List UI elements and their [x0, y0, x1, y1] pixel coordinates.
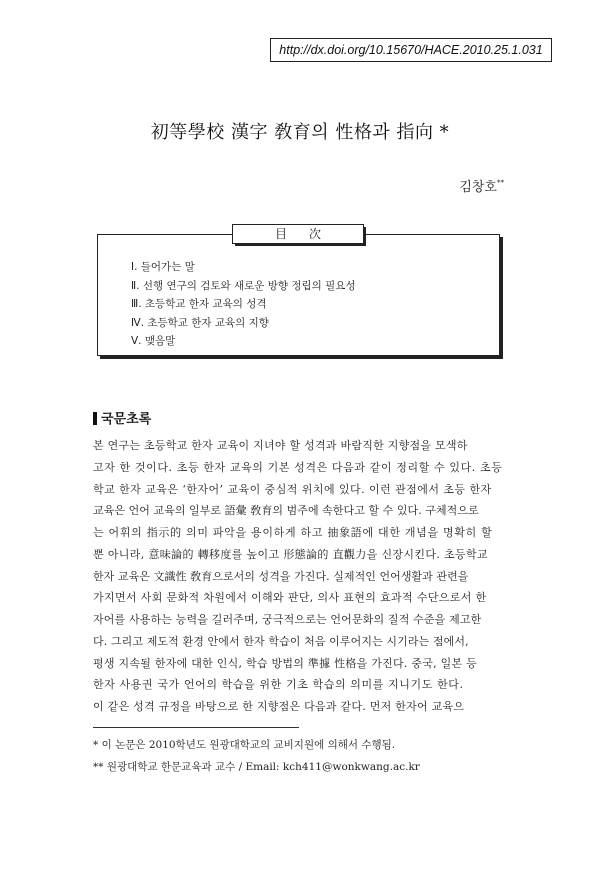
toc-item: Ⅰ. 들어가는 말	[131, 261, 195, 273]
abstract-line: 다. 그리고 제도적 환경 안에서 한자 학습이 처음 이루어지는 시기라는 점에서,	[93, 634, 469, 648]
author-name: 김창호	[459, 180, 497, 195]
abstract-line: 본 연구는 초등학교 한자 교육이 지녀야 할 성격과 바람직한 지향점을 모색하	[93, 439, 468, 452]
toc-item: Ⅲ. 초등학교 한자 교육의 성격	[131, 298, 267, 310]
toc-shadow-right	[500, 237, 503, 359]
paper-title: 初等學校 漢字 敎育의 性格과 指向 *	[150, 122, 450, 143]
toc-list	[131, 258, 356, 351]
abstract-line: 고자 한 것이다. 초등 한자 교육의 기본 성격은 다음과 같이 정리할 수 있다. 초등	[93, 460, 503, 474]
footnote-funding: * 이 논문은 2010학년도 원광대학교의 교비지원에 의해서 수행됨.	[93, 739, 396, 751]
footnote-author-affiliation: ** 원광대학교 한문교육과 교수 / Email: kch411@wonkwang.ac.kr	[93, 761, 420, 773]
toc-heading: 目次	[232, 224, 364, 244]
abstract-line: 한자 사용권 국가 언어의 학습을 위한 기초 학습의 의미를 지니기도 한다.	[93, 678, 464, 692]
abstract-heading	[93, 408, 151, 427]
abstract-line: 교육은 언어 교육의 일부로 語彙 敎育의 범주에 속한다고 할 수 있다. 구체적으로	[93, 504, 479, 518]
doi-link[interactable]: http://dx.doi.org/10.15670/HACE.2010.25.1.031	[270, 38, 552, 62]
abstract-line: 한자 교육은 文識性 敎育으로서의 성격을 가진다. 실제적인 언어생활과 관련을	[93, 569, 469, 583]
abstract-line: 뿐 아니라, 意味論的 轉移度를 높이고 形態論的 直觀力을 신장시킨다. 초등학교	[93, 547, 488, 561]
toc-item: Ⅱ. 선행 연구의 검토와 새로운 방향 정립의 필요성	[131, 279, 356, 292]
toc-shadow-bottom	[100, 356, 503, 359]
abstract-line: 가지면서 사회 문화적 차원에서 이해와 판단, 의사 표현의 효과적 수단으로서 한	[93, 591, 487, 605]
footnote-divider	[93, 727, 299, 728]
toc-item: Ⅴ. 맺음말	[131, 335, 176, 347]
footnotes	[93, 734, 420, 778]
abstract-heading-text: 국문초록	[101, 412, 152, 427]
toc-item: Ⅳ. 초등학교 한자 교육의 지향	[131, 316, 269, 329]
heading-bar-icon	[93, 412, 97, 425]
toc-heading-shadow-bottom	[235, 244, 366, 246]
abstract-line: 는 어휘의 指示的 의미 파악을 용이하게 하고 抽象語에 대한 개념을 명확히 할	[93, 526, 493, 539]
abstract-line: 학교 한자 교육은 ‘한자어’ 교육이 중심적 위치에 있다. 이런 관점에서 초등 한자	[93, 482, 492, 496]
abstract-line: 자어를 사용하는 능력을 길러주며, 궁극적으로는 언어문화의 질적 수준을 제고한	[93, 613, 482, 626]
abstract-line: 평생 지속될 한자에 대한 인식, 학습 방법의 準據 性格을 가진다. 중국, 일본 등	[93, 656, 477, 670]
abstract-line: 이 같은 성격 규정을 바탕으로 한 지향점은 다음과 같다. 먼저 한자어 교육으	[93, 700, 465, 713]
author-footnote-mark: **	[497, 179, 504, 187]
author	[459, 176, 504, 195]
abstract-body	[93, 435, 513, 718]
